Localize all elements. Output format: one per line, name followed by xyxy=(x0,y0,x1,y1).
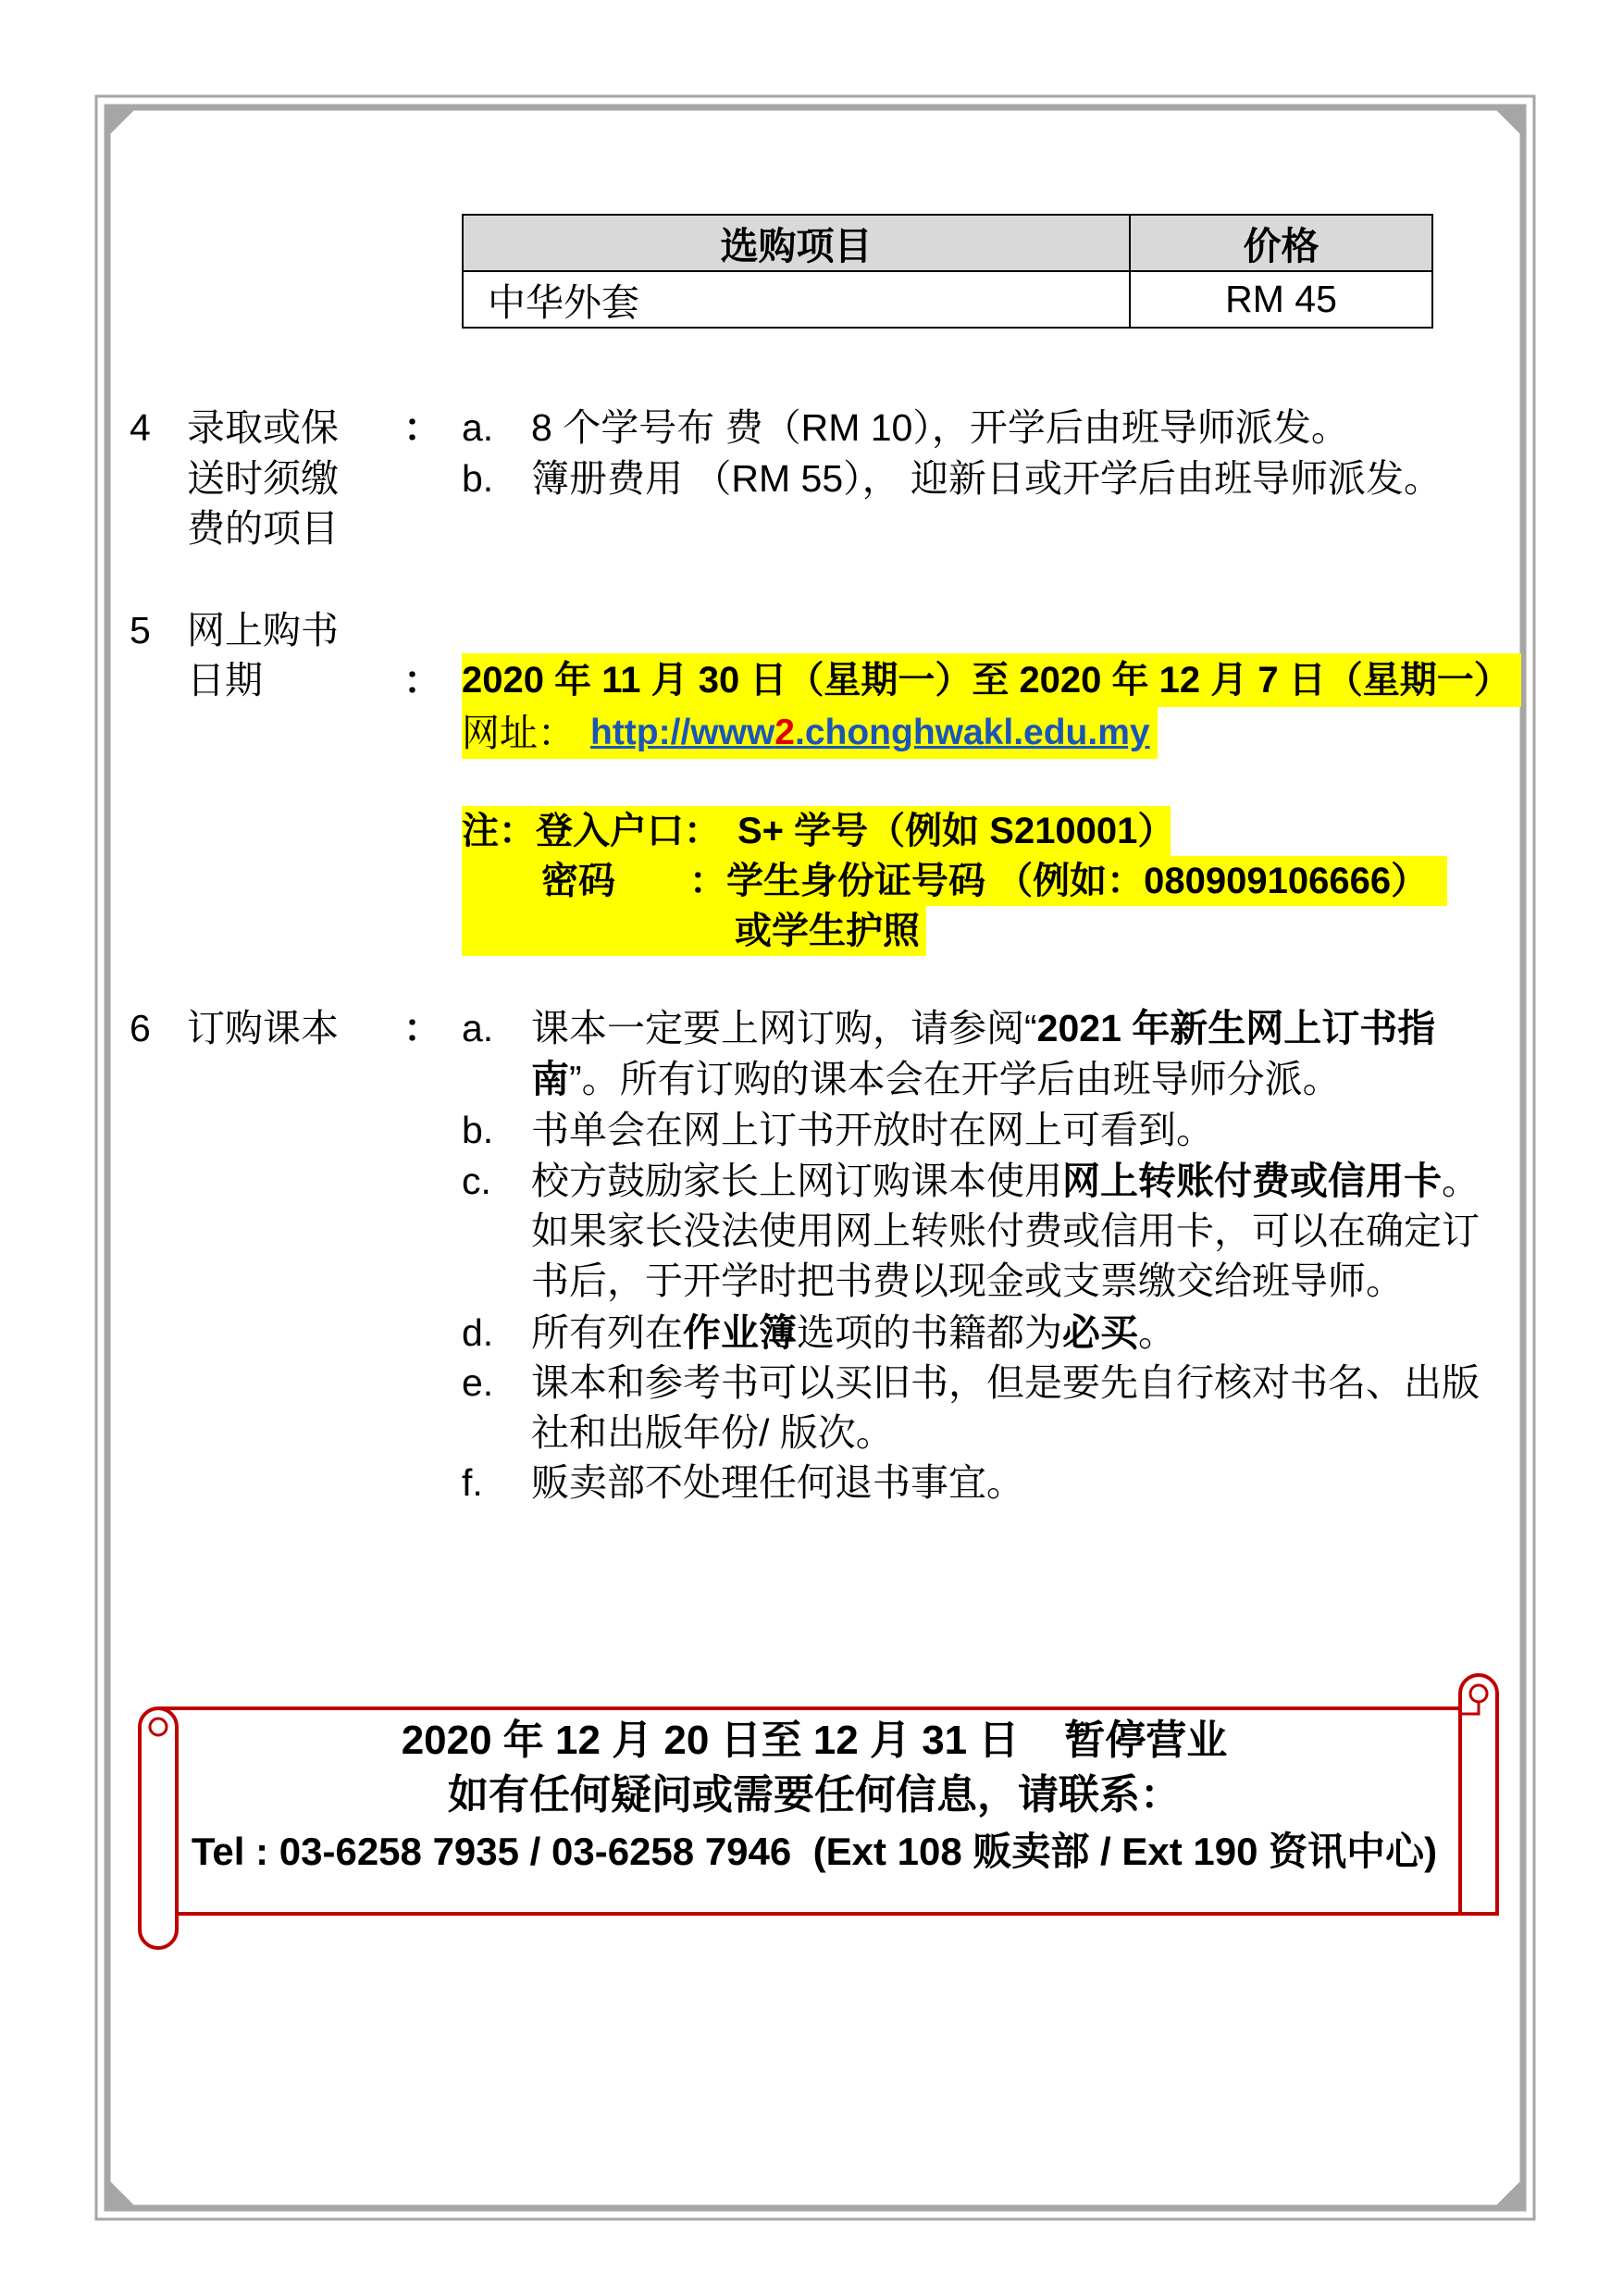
item-cell: 中华外套 xyxy=(463,271,1130,328)
password-alt: 或学生护照 xyxy=(735,911,920,951)
item-c-line-1 xyxy=(531,1156,1480,1206)
item-e-line-1: 课本和参考书可以买旧书，但是要先自行核对书名、出版 xyxy=(531,1361,1480,1404)
item-a-line-1 xyxy=(531,1003,1435,1053)
frame-corner-top-right xyxy=(1493,107,1523,137)
section-number: 5 xyxy=(130,609,151,652)
date-range-highlight xyxy=(462,653,1521,707)
item-c-text: 校方鼓励家长上网订购课本使用 xyxy=(531,1160,1062,1202)
section-label-line-2: 送时须缴 xyxy=(187,457,339,500)
section-label-line-1: 录取或保 xyxy=(187,406,339,449)
item-e-line-2: 社和出版年份/ 版次。 xyxy=(531,1411,894,1454)
password-alt-highlight xyxy=(462,906,926,956)
workbook-emphasis: 作业簿 xyxy=(683,1311,797,1354)
frame-corner-bottom-right xyxy=(1493,2178,1523,2208)
item-f-marker: f. xyxy=(462,1461,483,1504)
table-row xyxy=(463,271,1432,328)
contact-prompt: 如有任何疑问或需要任何信息，请联系： xyxy=(448,1772,1181,1818)
item-b-marker: b. xyxy=(462,1109,494,1151)
password-value: ：学生身份证号码 （例如：080909106666） xyxy=(689,861,1429,901)
must-buy-emphasis: 必买 xyxy=(1062,1311,1138,1354)
column-header-price: 价格 xyxy=(1130,215,1432,271)
item-d-text: 所有列在 xyxy=(531,1311,683,1354)
payment-method-emphasis: 网上转账付费或信用卡 xyxy=(1062,1160,1442,1202)
item-e-marker: e. xyxy=(462,1361,494,1404)
phone-line: Tel : 03-6258 7935 / 03-6258 7946 (Ext 108 贩卖部 / Ext 190 资讯中心) xyxy=(191,1830,1438,1873)
website-label: 网址： xyxy=(462,712,576,754)
date-range: 2020 年 11 月 30 日（星期一）至 2020 年 12 月 7 日（星期一） xyxy=(462,660,1511,701)
item-d-line-1 xyxy=(531,1308,1176,1358)
login-note-prefix: 注：登入户口： xyxy=(462,811,721,851)
table-header-row xyxy=(463,215,1432,271)
section-colon: ： xyxy=(403,406,441,449)
login-note-highlight xyxy=(462,806,1175,856)
item-a-text: ”。所有订购的课本会在开学后由班导师分派。 xyxy=(569,1058,1341,1100)
password-label: 密码 xyxy=(541,861,615,901)
item-a-marker: a. xyxy=(462,406,494,449)
item-a-line-2 xyxy=(531,1054,1341,1104)
website-link-accent: 2 xyxy=(774,713,795,752)
section-colon: ： xyxy=(403,1007,441,1049)
item-a-marker: a. xyxy=(462,1007,494,1049)
section-number: 6 xyxy=(130,1007,151,1049)
section-label-line-1: 网上购书 xyxy=(187,609,339,652)
section-number: 4 xyxy=(130,406,151,449)
website-highlight xyxy=(462,707,1158,759)
item-c-text: 。 xyxy=(1442,1160,1480,1202)
guide-title-emphasis: 2021 年新生网上订书指 xyxy=(1036,1007,1436,1049)
section-label-line-3: 费的项目 xyxy=(187,507,339,550)
item-d-text: 。 xyxy=(1138,1311,1176,1354)
website-link[interactable] xyxy=(590,708,1150,758)
item-c-line-3: 书后，于开学时把书费以现金或支票缴交给班导师。 xyxy=(531,1260,1404,1302)
column-header-item: 选购项目 xyxy=(463,215,1130,271)
website-link-part-3: .chonghwakl.edu.my xyxy=(795,713,1150,752)
frame-corner-top-left xyxy=(107,107,137,137)
item-f-text: 贩卖部不处理任何退书事宜。 xyxy=(531,1461,1024,1504)
frame-corner-bottom-left xyxy=(107,2178,137,2208)
password-highlight xyxy=(462,856,1447,906)
item-b-text: 书单会在网上订书开放时在网上可看到。 xyxy=(531,1109,1214,1151)
section-label-line-1: 订购课本 xyxy=(187,1007,339,1049)
price-cell: RM 45 xyxy=(1130,271,1432,328)
item-a-text: 课本一定要上网订购，请参阅“ xyxy=(531,1007,1037,1049)
item-b-marker: b. xyxy=(462,457,494,500)
login-username: S+ 学号（例如 S210001） xyxy=(737,811,1175,851)
item-c-marker: c. xyxy=(462,1160,491,1202)
website-link-part-1: http://www xyxy=(590,713,775,752)
item-c-line-2: 如果家长没法使用网上转账付费或信用卡，可以在确定订 xyxy=(531,1210,1480,1252)
item-d-text: 选项的书籍都为 xyxy=(797,1311,1062,1354)
item-b-text: 簿册费用 （RM 55）， 迎新日或开学后由班导师派发。 xyxy=(531,457,1443,500)
item-a-text: 8 个学号布 费（RM 10），开学后由班导师派发。 xyxy=(531,406,1349,449)
item-d-marker: d. xyxy=(462,1311,494,1354)
guide-title-emphasis-end: 南 xyxy=(531,1058,569,1100)
order-table xyxy=(462,214,1433,329)
closure-notice: 2020 年 12 月 20 日至 12 月 31 日 暂停营业 xyxy=(401,1718,1228,1763)
section-colon: ： xyxy=(403,659,441,701)
section-label-line-2: 日期 xyxy=(187,659,263,701)
